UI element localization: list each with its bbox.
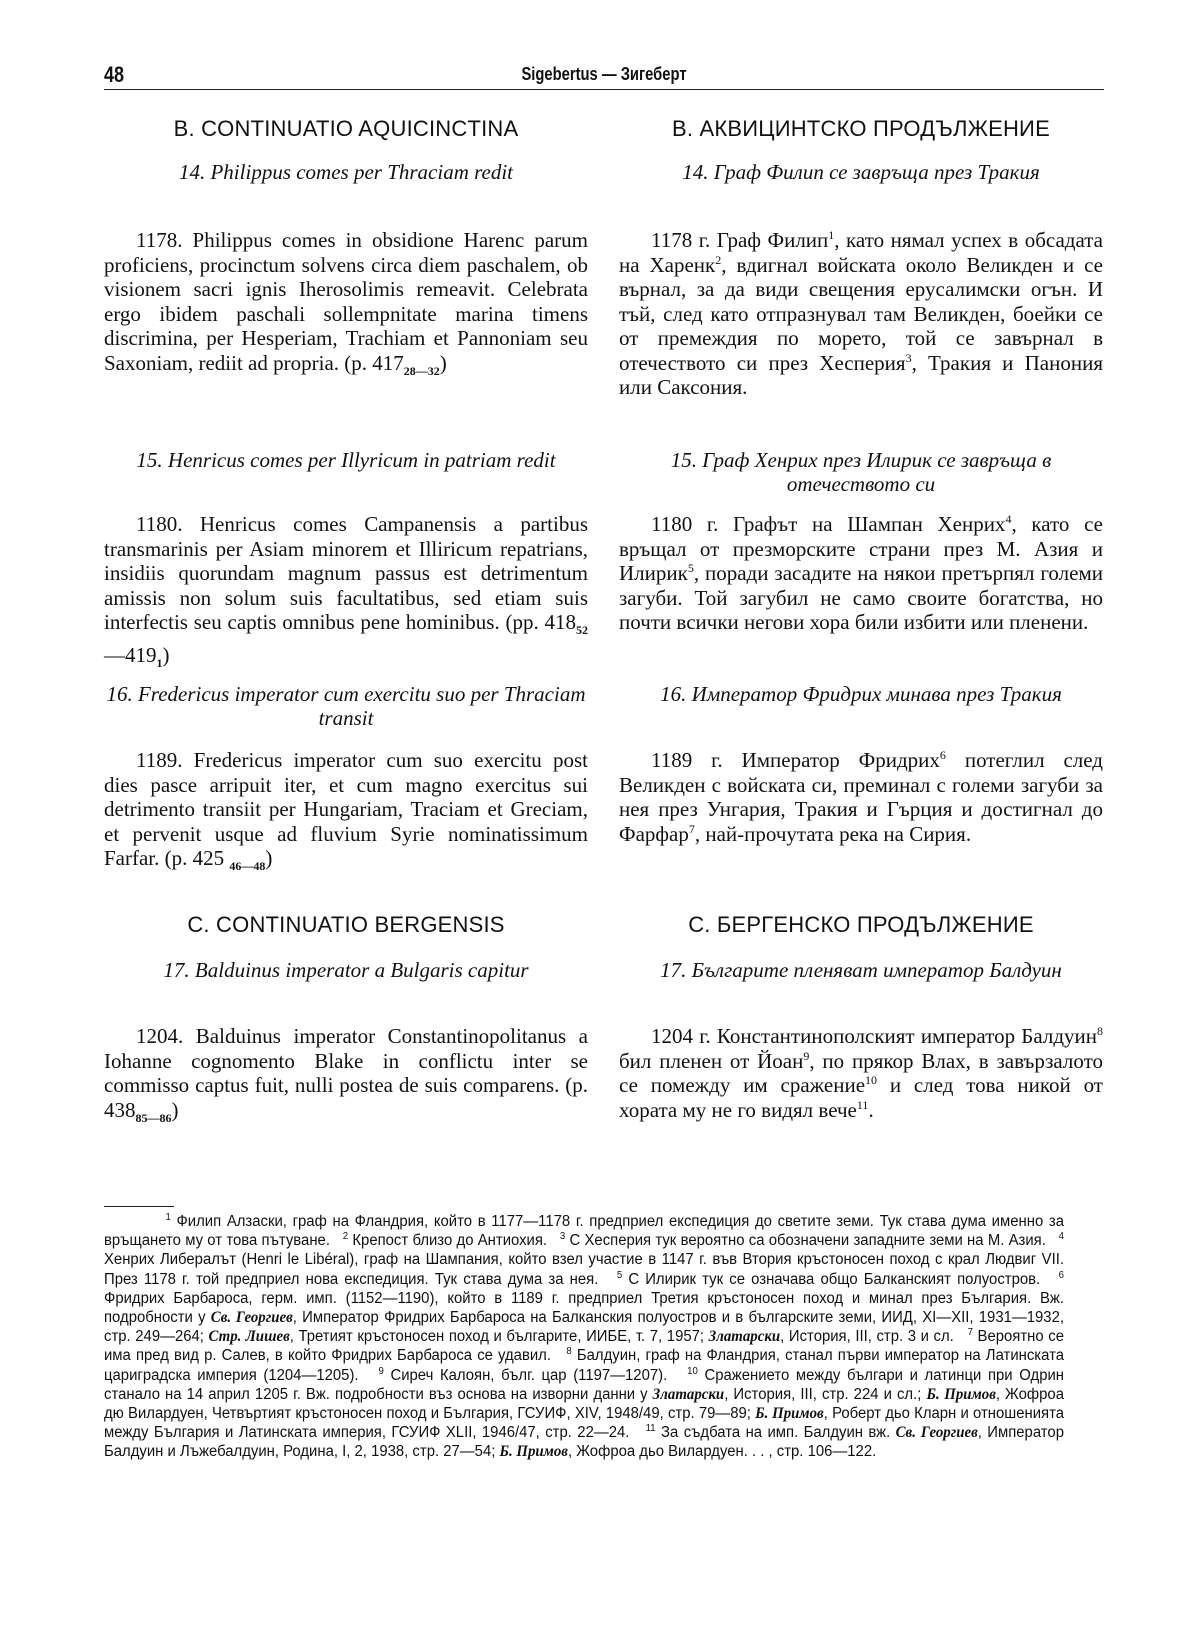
section-15-text-latin: 1180. Henricus comes Campanensis a partibus transmarinis per Asiam minorem et Illiricum repatrians, insidiis quorundam magnum passus est detrimentum amissis non solum suis facultatibus, sed etiam suis interfectis seu captis omnibus pene hominibus. (pp. $418_{52}—419_1$): [104, 512, 589, 670]
running-title: Sigebertus — Зигеберт: [521, 64, 687, 84]
footnote-4: $^4$ Хенрих Либералът (Henri le Libéral), граф на Шампания, който взел участие в 1147 г. във Втория кръстоносен поход с крал Людвиг VII. През 1178 г. той предприел нова експедиция. Тук става дума за нея.: [104, 1231, 1065, 1288]
section-16-text-bulgarian: 1189 г. Император Фридрих$^6$ потеглил след Великден с войската си, преминал с големи загуби за нея през Унгария, Тракия и Гърция и достигнал до Фарфар$^7$, най-прочутата река на Сирия.: [619, 748, 1103, 846]
section-16-title-latin: 16. Fredericus imperator cum exercitu suo per Thraciam transit: [106, 682, 586, 730]
section-14-title-latin: 14. Philippus comes per Thraciam redit: [178, 160, 514, 184]
section-15-title-latin: 15. Henricus comes per Illyricum in patriam redit: [136, 448, 556, 472]
running-header: [104, 56, 1104, 90]
footnote-5: $^5$ С Илирик тук се означава общо Балканският полуостров.: [616, 1269, 1041, 1288]
part-b-title-bulgarian: В. АКВИЦИНТСКО ПРОДЪЛЖЕНИЕ: [672, 116, 1050, 141]
part-c-title-latin: C. CONTINUATIO BERGENSIS: [187, 912, 505, 937]
footnote-rule: [104, 1206, 174, 1207]
footnote-10: $^{10}$ Сражението между българи и латинци при Одрин станало на 14 април 1205 г. Вж. подробности въз основа на изворни данни у Златарски, История, III, стр. 224 и сл.; Б. Примов, Жофроа дю Вилардуен, Четвъртият кръстоносен поход и България, ГСУИФ, XIV, 1948/49, стр. 79—89; Б. Примов, Роберт дьо Кларн и отношенията между България и Латинската империя, ГСУИФ XLII, 1946/47, стр. 22—24.: [104, 1365, 1064, 1442]
footnote-2: $^2$ Крепост близо до Антиохия.: [342, 1231, 548, 1250]
section-17-text-latin: 1204. Balduinus imperator Constantinopolitanus a Iohanne cognomento Blake in conflictu inter se commisso captus fuit, nulli postea de suis comparens. (p. $438_{85—86}$): [104, 1024, 589, 1125]
footnote-1: $^1$ Филип Алзаски, граф на Фландрия, който в 1177—1178 г. предприел експедиция до светите земи. Тук става дума именно за връщането му от това пътуване.: [104, 1211, 1065, 1250]
section-14-text-bulgarian: 1178 г. Граф Филип$^1$, като нямал успех в обсадата на Харенк$^2$, вдигнал войската около Великден и се върнал, за да види свещения ерусалимски огън. И тъй, след като отпразнувал там Великден, боейки се от премеждия по морето, той се завърнал в отечеството си през Хесперия$^3$, Тракия и Панония или Саксония.: [619, 228, 1103, 399]
footnote-11: $^{11}$ За съдбата на имп. Балдуин вж. Св. Георгиев, Император Балдуин и Лъжебалдуин, Родина, I, 2, 1938, стр. 27—54; Б. Примов, Жофроа дьо Вилардуен. . . , стр. 106—122.: [104, 1423, 1064, 1461]
footnotes: [104, 1212, 1064, 1462]
footnote-6: $^6$ Фридрих Барбароса, герм. имп. (1152—1190), който в 1189 г. предприел Третия кръстоносен поход и минал през България. Вж. подробности у Св. Георгиев, Император Фридрих Барбароса на Балканския полуостров и в българските земи, ИИД, XI—XII, 1931—1932, стр. 249—264; Стр. Лишев, Третият кръстоносен поход и българите, ИИБЕ, т. 7, 1957; Златарски, История, III, стр. 3 и сл.: [104, 1269, 1065, 1346]
section-17-title-latin: 17. Balduinus imperator a Bulgaris capitur: [163, 958, 529, 982]
section-16-text-latin: 1189. Fredericus imperator cum suo exercitu post dies pasce arripuit iter, et cum magno exercitus sui detrimento transiit per Hungariam, Traciam et Greciam, et pervenit usque ad fluvium Syrie nominatissimum Farfar. (p. 425 $_{46—48}$): [104, 748, 588, 874]
header-rule: [104, 89, 1104, 90]
footnote-8: $^8$ Балдуин, граф на Фландрия, станал първи император на Латинската цариградска империя (1204—1205).: [104, 1346, 1065, 1384]
page-number: 48: [104, 62, 125, 87]
part-b-title-latin: B. CONTINUATIO AQUICINCTINA: [173, 116, 519, 141]
document-page: [104, 56, 1104, 1461]
section-17-title-bulgarian: 17. Българите пленяват император Балдуин: [660, 958, 1062, 982]
section-14-text-latin: 1178. Philippus comes in obsidione Harenc parum proficiens, procinctum solvens circa diem paschalem, ob visionem sacri ignis Iherosolimis remeavit. Celebrata ergo ibidem paschali sollempnitate marina timens discrimina, per Hesperiam, Trachiam et Pannoniam seu Saxoniam, rediit ad propria. (p. $417_{28—32}$): [104, 228, 588, 378]
footnote-9: $^9$ Сиреч Калоян, бълг. цар (1197—1207).: [378, 1365, 668, 1384]
section-15-title-bulgarian: 15. Граф Хенрих през Илирик се завръща в отечеството си: [670, 448, 1052, 496]
section-15-text-bulgarian: 1180 г. Графът на Шампан Хенрих$^4$, като се връщал от презморските страни през М. Азия и Илирик$^5$, поради засадите на някои претърпял големи загуби. Той загубил не само своите богатства, но почти всички негови хора били избити или пленени.: [619, 512, 1103, 634]
section-16-title-bulgarian: 16. Император Фридрих минава през Тракия: [660, 682, 1062, 706]
section-14-title-bulgarian: 14. Граф Филип се завръща през Тракия: [682, 160, 1040, 184]
section-17-text-bulgarian: 1204 г. Константинополският император Балдуин$^8$ бил пленен от Йоан$^9$, по прякор Влах, в завързалото се помежду им сражение$^{10}$ и след това никой от хората му не го видял вече$^{11}$.: [619, 1024, 1103, 1122]
footnote-block: [104, 1212, 1064, 1462]
footnote-3: $^3$ С Хесперия тук вероятно са обозначени западните земи на М. Азия.: [559, 1231, 1046, 1250]
part-c-title-bulgarian: С. БЕРГЕНСКО ПРОДЪЛЖЕНИЕ: [688, 912, 1034, 937]
footnote-7: $^7$ Вероятно се има пред вид р. Салев, в който Фридрих Барбароса се удавил.: [104, 1327, 1064, 1365]
